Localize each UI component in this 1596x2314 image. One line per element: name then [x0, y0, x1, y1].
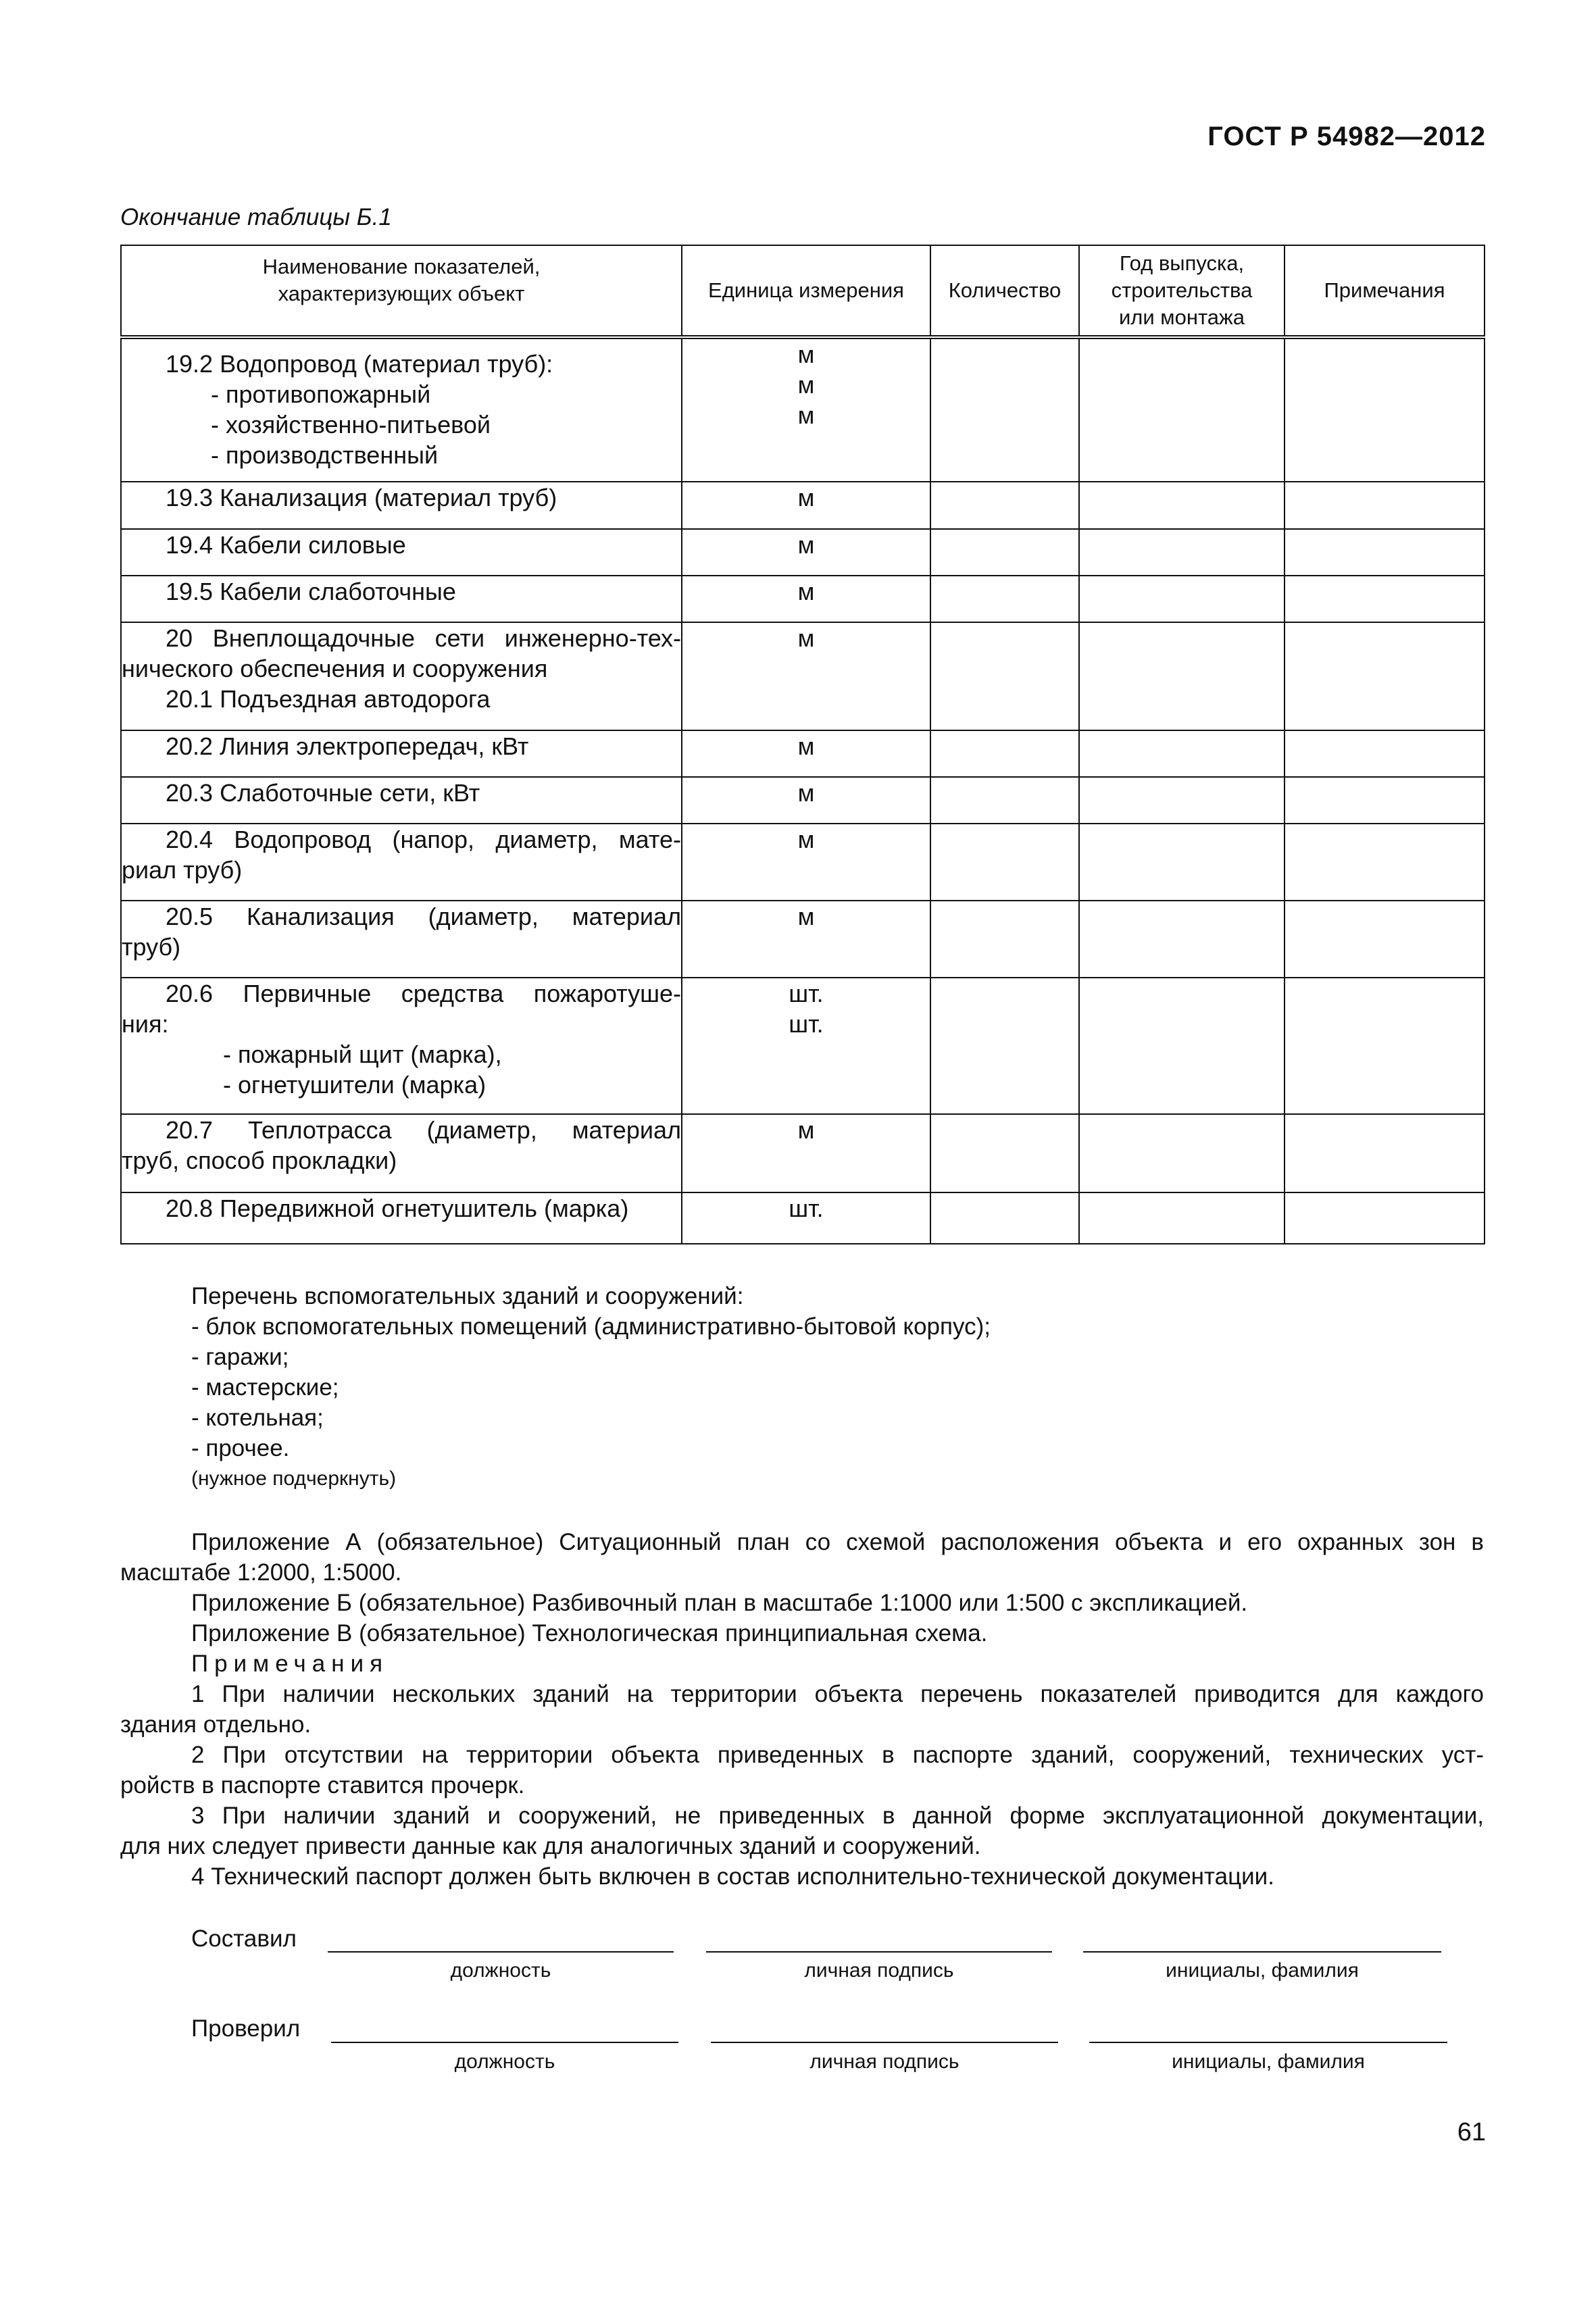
note-2-line1: 2 При отсутствии на территории объекта приведенных в паспорте зданий, сооружений, технических уст-	[191, 1742, 1484, 1768]
compiled-name-line[interactable]	[1083, 1951, 1441, 1953]
row-name-cell	[121, 901, 682, 978]
aux-item: - блок вспомогательных помещений (административно-бытовой корпус);	[191, 1313, 991, 1340]
row-unit-line: м	[797, 371, 815, 399]
aux-note: (нужное подчеркнуть)	[191, 1467, 397, 1490]
page-number: 61	[1457, 2118, 1486, 2146]
row-name-line: риал труб)	[122, 856, 243, 884]
row-name-line: труб, способ прокладки)	[122, 1147, 397, 1174]
col-header-name-text: Наименование показателей, характеризующих объект	[262, 255, 541, 305]
row-notes-cell	[1285, 1114, 1485, 1192]
row-year-cell	[1079, 1114, 1285, 1192]
row-name-line: - пожарный щит (марка),	[223, 1040, 502, 1068]
row-name-line: 19.4 Кабели силовые	[166, 531, 406, 559]
row-qty-cell	[930, 529, 1079, 576]
aux-buildings-section	[191, 1281, 1462, 1494]
note-3-line2: для них следует привести данные как для аналогичных зданий и сооружений.	[120, 1833, 981, 1859]
col-header-year	[1079, 245, 1285, 337]
table-header-row	[121, 245, 1485, 337]
row-notes-cell	[1285, 1192, 1485, 1244]
col-header-qty: Количество	[930, 245, 1079, 337]
table-row	[121, 622, 1485, 730]
table-row	[121, 978, 1485, 1114]
row-name-line: 20.2 Линия электропередач, кВт	[166, 732, 529, 760]
row-unit-cell: м	[682, 730, 930, 777]
document-code: ГОСТ Р 54982—2012	[1207, 122, 1486, 151]
row-unit-cell: м	[682, 622, 930, 730]
row-qty-cell	[930, 1114, 1079, 1192]
table-row	[121, 901, 1485, 978]
row-notes-cell	[1285, 529, 1485, 576]
table-row	[121, 777, 1485, 824]
row-unit-cell: м	[682, 901, 930, 978]
note-2-line2: ройств в паспорте ставится прочерк.	[120, 1772, 525, 1799]
table-row	[121, 824, 1485, 901]
compiled-position-caption: должность	[450, 1959, 551, 1982]
appendix-v: Приложение В (обязательное) Технологическая принципиальная схема.	[191, 1620, 988, 1646]
aux-item: - мастерские;	[191, 1374, 339, 1401]
row-name-cell	[121, 529, 682, 576]
row-unit-line: шт.	[789, 1010, 824, 1038]
row-year-cell	[1079, 901, 1285, 978]
row-unit-cell: м	[682, 576, 930, 622]
compiled-signature-line[interactable]	[706, 1951, 1052, 1953]
row-year-cell	[1079, 978, 1285, 1114]
row-unit-cell: м	[682, 529, 930, 576]
row-name-line: 20.1 Подъездная автодорога	[166, 685, 491, 713]
aux-item: - гаражи;	[191, 1344, 289, 1370]
row-unit-cell	[682, 978, 930, 1114]
row-name-line: 20.5 Канализация (диаметр, материал	[166, 903, 681, 930]
checked-by-label: Проверил	[191, 2015, 301, 2042]
row-name-cell	[121, 777, 682, 824]
row-qty-cell	[930, 824, 1079, 901]
row-name-line: - противопожарный	[211, 380, 431, 408]
row-unit-cell	[682, 337, 930, 482]
table-row	[121, 529, 1485, 576]
compiled-signature-caption: личная подпись	[804, 1959, 954, 1982]
aux-item: - прочее.	[191, 1435, 290, 1461]
row-qty-cell	[930, 1192, 1079, 1244]
row-year-cell	[1079, 482, 1285, 529]
checked-position-line[interactable]	[331, 2042, 678, 2043]
aux-item: - котельная;	[191, 1405, 324, 1431]
row-notes-cell	[1285, 901, 1485, 978]
row-name-line: нического обеспечения и сооружения	[122, 655, 548, 682]
checked-position-caption: должность	[454, 2051, 555, 2073]
col-header-year-text: Год выпуска, строительства или монтажа	[1111, 251, 1253, 329]
notes-heading: Примечания	[191, 1651, 389, 1677]
row-notes-cell	[1285, 978, 1485, 1114]
indicators-table	[120, 245, 1485, 1244]
row-qty-cell	[930, 730, 1079, 777]
row-name-line: 20 Внеплощадочные сети инженерно-тех-	[166, 624, 681, 652]
row-year-cell	[1079, 576, 1285, 622]
row-name-cell	[121, 824, 682, 901]
col-header-name	[121, 245, 682, 337]
row-notes-cell	[1285, 622, 1485, 730]
checked-name-caption: инициалы, фамилия	[1172, 2051, 1365, 2073]
appendix-a-line2: масштабе 1:2000, 1:5000.	[120, 1559, 402, 1586]
appendix-a-line1: Приложение А (обязательное) Ситуационный план со схемой расположения объекта и его охранных зон в	[191, 1529, 1484, 1555]
row-unit-cell: м	[682, 824, 930, 901]
row-unit-cell: м	[682, 1114, 930, 1192]
row-year-cell	[1079, 622, 1285, 730]
table-row	[121, 576, 1485, 622]
row-year-cell	[1079, 1192, 1285, 1244]
row-qty-cell	[930, 482, 1079, 529]
row-name-cell	[121, 1114, 682, 1192]
row-name-line: 20.6 Первичные средства пожаротуше-	[166, 980, 681, 1007]
row-qty-cell	[930, 337, 1079, 482]
row-name-cell	[121, 622, 682, 730]
row-name-line: - хозяйственно-питьевой	[211, 411, 491, 438]
table-row	[121, 1114, 1485, 1192]
row-name-cell	[121, 1192, 682, 1244]
row-notes-cell	[1285, 482, 1485, 529]
appendix-b: Приложение Б (обязательное) Разбивочный план в масштабе 1:1000 или 1:500 с экспликацией.	[191, 1590, 1248, 1616]
row-qty-cell	[930, 576, 1079, 622]
col-header-notes: Примечания	[1285, 245, 1485, 337]
row-notes-cell	[1285, 730, 1485, 777]
row-unit-line: м	[797, 401, 815, 429]
row-unit-cell: шт.	[682, 1192, 930, 1244]
row-name-line: - огнетушители (марка)	[223, 1071, 487, 1099]
row-name-cell	[121, 337, 682, 482]
row-name-cell	[121, 482, 682, 529]
row-qty-cell	[930, 777, 1079, 824]
row-year-cell	[1079, 824, 1285, 901]
row-qty-cell	[930, 978, 1079, 1114]
note-4: 4 Технический паспорт должен быть включен в состав исполнительно-технической документации.	[191, 1863, 1274, 1890]
row-name-cell	[121, 730, 682, 777]
row-year-cell	[1079, 529, 1285, 576]
col-header-unit: Единица измерения	[682, 245, 930, 337]
row-name-line: - производственный	[211, 441, 439, 469]
row-name-cell	[121, 576, 682, 622]
row-qty-cell	[930, 901, 1079, 978]
row-notes-cell	[1285, 576, 1485, 622]
aux-title: Перечень вспомогательных зданий и сооружений:	[191, 1283, 744, 1309]
note-1-line2: здания отдельно.	[120, 1711, 311, 1738]
note-1-line1: 1 При наличии нескольких зданий на территории объекта перечень показателей приводится для каждого	[191, 1681, 1484, 1707]
note-3-line1: 3 При наличии зданий и сооружений, не приведенных в данной форме эксплуатационной документации,	[191, 1803, 1484, 1829]
row-year-cell	[1079, 777, 1285, 824]
compiled-name-caption: инициалы, фамилия	[1166, 1959, 1359, 1982]
row-name-line: 20.3 Слаботочные сети, кВт	[166, 779, 480, 807]
row-name-line: 19.3 Канализация (материал труб)	[166, 484, 557, 511]
row-notes-cell	[1285, 337, 1485, 482]
row-name-line: 20.4 Водопровод (напор, диаметр, мате-	[166, 826, 681, 853]
row-unit-cell: м	[682, 777, 930, 824]
row-name-line: 19.2 Водопровод (материал труб):	[166, 350, 553, 378]
row-name-line: 20.8 Передвижной огнетушитель (марка)	[166, 1194, 629, 1222]
row-unit-cell: м	[682, 482, 930, 529]
row-year-cell	[1079, 730, 1285, 777]
checked-signature-line[interactable]	[711, 2042, 1058, 2043]
row-notes-cell	[1285, 777, 1485, 824]
table-row	[121, 482, 1485, 529]
row-notes-cell	[1285, 824, 1485, 901]
compiled-position-line[interactable]	[328, 1951, 674, 1953]
data-table-wrapper	[120, 245, 1484, 1244]
row-qty-cell	[930, 622, 1079, 730]
row-name-line: 20.7 Теплотрасса (диаметр, материал	[166, 1116, 681, 1144]
appendices-section	[120, 1527, 1484, 1892]
compiled-by-label: Составил	[191, 1926, 297, 1952]
table-row	[121, 337, 1485, 482]
row-unit-line: шт.	[789, 980, 824, 1007]
checked-signature-caption: личная подпись	[809, 2051, 959, 2073]
row-unit-line: м	[797, 341, 815, 368]
table-row	[121, 1192, 1485, 1244]
row-name-line: 19.5 Кабели слаботочные	[166, 578, 456, 605]
row-name-cell	[121, 978, 682, 1114]
table-row	[121, 730, 1485, 777]
row-name-line: труб)	[122, 933, 181, 961]
row-year-cell	[1079, 337, 1285, 482]
row-name-line: ния:	[122, 1010, 169, 1038]
table-caption: Окончание таблицы Б.1	[120, 204, 392, 230]
checked-name-line[interactable]	[1089, 2042, 1447, 2043]
